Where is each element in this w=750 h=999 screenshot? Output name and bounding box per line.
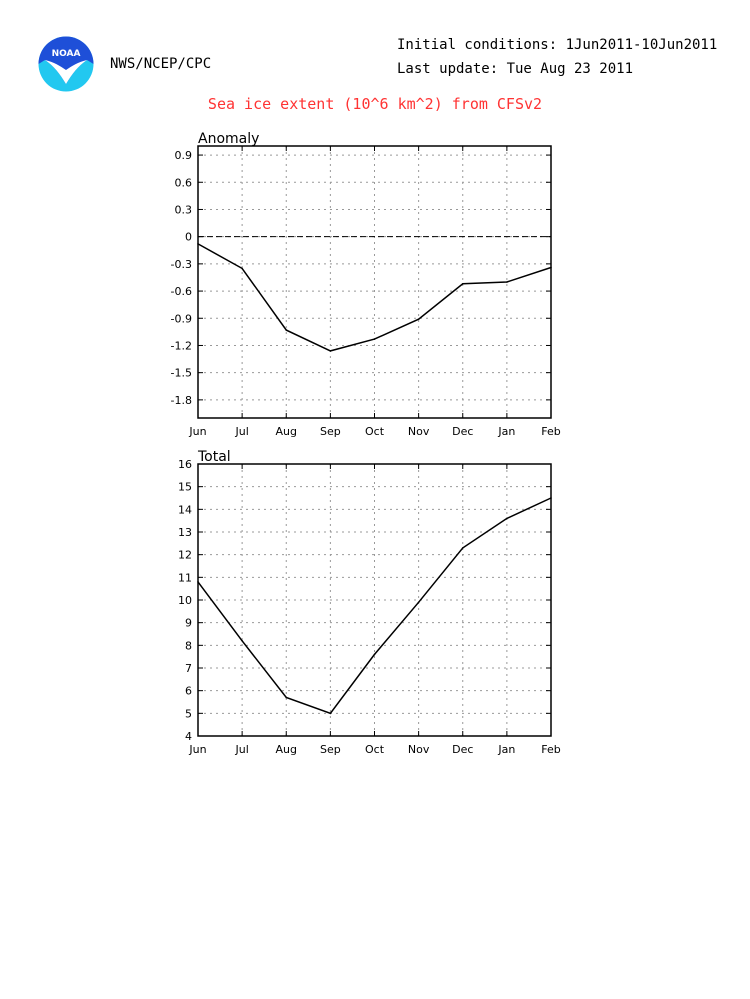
agency-label: NWS/NCEP/CPC — [110, 56, 212, 72]
data-point — [330, 350, 332, 352]
x-tick-label: Feb — [541, 425, 561, 438]
y-tick-label: -1.2 — [170, 339, 192, 353]
x-tick-label: Dec — [452, 425, 474, 438]
x-tick-label: Jan — [498, 743, 516, 756]
data-point — [285, 329, 287, 331]
data-point — [197, 243, 199, 245]
x-tick-label: Jul — [235, 425, 249, 438]
panel-title: Anomaly — [198, 131, 260, 147]
x-tick-label: Oct — [364, 743, 385, 756]
y-tick-label: 14 — [178, 503, 192, 517]
data-point — [550, 497, 552, 499]
x-tick-label: Dec — [452, 743, 474, 756]
y-tick-label: -1.8 — [170, 393, 192, 407]
y-tick-label: 7 — [185, 662, 192, 675]
y-tick-label: 8 — [185, 639, 192, 653]
y-tick-label: -1.5 — [170, 366, 192, 380]
x-tick-label: Sep — [320, 743, 341, 756]
y-tick-label: 13 — [178, 526, 192, 539]
data-point — [330, 713, 332, 715]
x-tick-label: Jan — [498, 425, 516, 438]
x-tick-label: Jun — [189, 425, 207, 438]
data-point — [374, 654, 376, 656]
data-point — [241, 268, 243, 270]
chart-panel-anomaly — [171, 131, 561, 438]
data-point — [285, 697, 287, 699]
y-tick-label: 5 — [185, 707, 192, 721]
y-tick-label: -0.3 — [170, 257, 192, 271]
x-tick-label: Jul — [235, 743, 249, 756]
x-tick-label: Aug — [275, 425, 297, 438]
y-tick-label: 9 — [185, 616, 192, 630]
data-point — [418, 601, 420, 603]
panel-title: Total — [198, 449, 231, 465]
x-tick-label: Nov — [407, 425, 430, 438]
y-tick-label: -0.6 — [170, 285, 192, 299]
initial-conditions: Initial conditions: 1Jun2011-10Jun2011 — [397, 37, 718, 53]
y-tick-label: 11 — [178, 571, 192, 585]
data-point — [462, 283, 464, 285]
y-tick-label: 12 — [178, 548, 192, 562]
data-point — [550, 267, 552, 269]
x-tick-label: Nov — [407, 743, 430, 756]
x-tick-label: Feb — [541, 743, 561, 756]
y-tick-label: 0.6 — [174, 176, 192, 190]
y-tick-label: -0.9 — [170, 312, 192, 326]
x-tick-label: Aug — [275, 743, 297, 756]
y-tick-label: 16 — [178, 458, 192, 471]
y-tick-label: 0.9 — [174, 149, 192, 163]
y-tick-label: 15 — [178, 480, 192, 494]
data-point — [506, 518, 508, 520]
y-tick-label: 10 — [178, 594, 192, 607]
last-update: Last update: Tue Aug 23 2011 — [397, 61, 634, 77]
data-point — [197, 581, 199, 583]
x-tick-label: Sep — [320, 425, 341, 438]
data-point — [462, 547, 464, 549]
data-point — [418, 318, 420, 320]
data-point — [374, 338, 376, 340]
y-tick-label: 0.3 — [174, 203, 192, 217]
y-tick-label: 6 — [185, 684, 192, 698]
x-tick-label: Oct — [364, 425, 385, 438]
y-tick-label: 4 — [185, 730, 192, 743]
logo-text: NOAA — [51, 49, 81, 59]
y-tick-label: 0 — [185, 230, 192, 244]
data-point — [241, 640, 243, 642]
data-point — [506, 281, 508, 283]
x-tick-label: Jun — [189, 743, 207, 756]
chart-title: Sea ice extent (10^6 km^2) from CFSv2 — [207, 95, 543, 113]
chart-panel-total — [178, 449, 561, 756]
